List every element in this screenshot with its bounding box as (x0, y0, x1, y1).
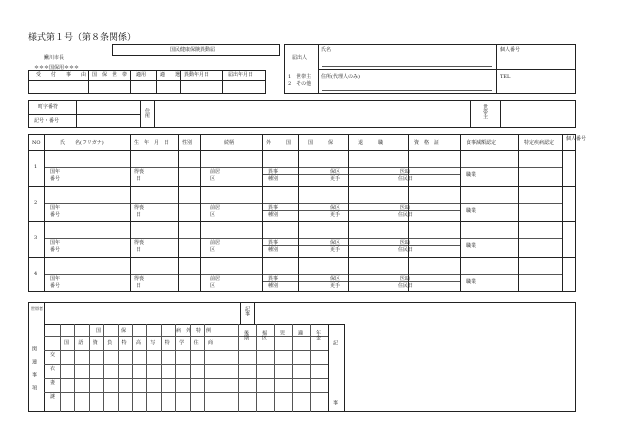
grid-col-line (132, 324, 133, 412)
grid-row-line (44, 392, 328, 393)
th-no: NO (32, 140, 41, 146)
col-a-label: 負 (107, 340, 113, 346)
grid-col-line (89, 324, 90, 412)
cell-ku: 区 (210, 211, 216, 218)
th-disease: 特定疾病認定 (524, 140, 555, 146)
town-label: 町字番符 (38, 104, 59, 110)
cell-kaite: 更手 (330, 211, 341, 218)
grid-col-line (60, 324, 61, 412)
col-change-date: 異動年月日 (184, 72, 210, 78)
col-a-label: 住 (193, 340, 199, 346)
th-foreign: 外 国 (266, 140, 292, 146)
grid-row-line (44, 364, 328, 365)
cell-iryou: 医助 (400, 204, 411, 211)
grid-col-line (204, 324, 205, 412)
row-no: 3 (34, 235, 38, 241)
tel-label: TEL (500, 74, 511, 80)
grid-col-line (274, 324, 275, 412)
col-b-label: 児 (279, 330, 285, 335)
col-select: 適 選 (160, 72, 181, 78)
cell-nenkin: 国年 (50, 204, 61, 211)
grid-row-line (44, 378, 328, 379)
cell-hi: 日 (136, 247, 142, 253)
grid-col-line (146, 324, 147, 412)
col-apply: 適用 (136, 72, 147, 78)
cell-bango: 番号 (50, 247, 61, 253)
cell-gaiji: 異事 (268, 240, 279, 246)
grid-col-line (161, 324, 162, 412)
th-relation: 続柄 (224, 140, 235, 146)
cell-hi: 日 (136, 282, 142, 289)
cell-kaite: 更手 (330, 247, 341, 253)
related-box (28, 302, 576, 412)
cell-kokku: 保区 (330, 275, 341, 282)
cell-shubetsu: 種別 (268, 211, 279, 218)
cell-kokku: 保区 (330, 204, 341, 211)
row-label: 謎 (50, 394, 56, 400)
cell-zenkyo: 前居 (210, 169, 221, 175)
cell-ku: 区 (210, 282, 216, 289)
cell-nenkin: 国年 (50, 275, 61, 282)
cell-gaiji: 異事 (268, 169, 279, 175)
th-name: 氏 名(フリガナ) (60, 140, 104, 146)
row-sub-divider (262, 281, 460, 282)
cell-tokusou: 得喪 (134, 275, 145, 282)
address-main-label: 住所 (144, 108, 150, 118)
cell-shokugyou: 職業 (466, 207, 477, 214)
col-a-label: 商 (208, 340, 214, 346)
form-subject: 国民健康保険異動届 (170, 47, 216, 53)
personal-no-label: 個人番号 (500, 47, 521, 53)
grid-col-line (118, 324, 119, 412)
col-a-label: 写 (150, 340, 156, 346)
col-a-label: 資 (92, 340, 98, 346)
col-b-label: 福区 (261, 330, 267, 340)
row-divider (28, 221, 576, 222)
cell-zenkyo: 前居 (210, 240, 221, 246)
col-a-label: 特 (164, 340, 170, 346)
row-label: 妻 (50, 380, 56, 386)
grid-row-line (44, 350, 328, 351)
col-a-label: 特 (121, 340, 127, 346)
col-report-date: 届出年月日 (228, 72, 254, 78)
th-birth: 生 年 月 日 (134, 140, 170, 146)
col-a-label: 高 (136, 340, 142, 346)
cell-shubetsu: 種別 (268, 247, 279, 253)
col-a-label: 語 (78, 340, 84, 346)
reporter-label: 届出人 (292, 55, 308, 61)
grid-col-line (190, 324, 191, 412)
row-no: 1 (34, 164, 38, 170)
col-b-label: 適 (297, 330, 303, 335)
cell-gaiji: 異事 (268, 204, 279, 211)
cell-kokku: 保区 (330, 240, 341, 246)
row-label: 衣 (50, 366, 56, 372)
th-personal-no: 個人番号 (566, 136, 587, 142)
cell-iryou: 医助 (400, 240, 411, 246)
cell-shubetsu: 種別 (268, 176, 279, 182)
row-divider (28, 257, 576, 258)
household-label: 世帯者 (31, 306, 43, 311)
group-kokuho: 国 保 (96, 328, 127, 334)
row-divider (28, 186, 576, 187)
cell-ku: 区 (210, 176, 216, 182)
name-label: 氏名 (321, 47, 332, 53)
cell-tokusou: 得喪 (134, 204, 145, 211)
row-sub-divider (262, 174, 460, 175)
cell-juminhi: 住民日 (398, 247, 414, 253)
cell-shokugyou: 職業 (466, 278, 477, 285)
cell-kaite: 更手 (330, 282, 341, 289)
related-side-label: 関連事項 (31, 346, 37, 398)
right-memo-label: 記 事 (332, 340, 338, 415)
cell-hi: 日 (136, 211, 142, 218)
cell-tokusou: 得喪 (134, 169, 145, 175)
grid-col-line (175, 324, 176, 412)
cell-shokugyou: 職業 (466, 172, 477, 178)
head-label: 世帯主 (482, 104, 488, 119)
th-certificate: 資 格 証 (414, 140, 440, 146)
grid-row-line (44, 336, 328, 337)
cell-iryou: 医助 (400, 275, 411, 282)
cell-juminhi: 住民日 (398, 211, 414, 218)
row-mid-divider (44, 274, 562, 275)
reporter-opt-1: 1 世帯主 (288, 74, 312, 80)
cell-juminhi: 住民日 (398, 282, 414, 289)
row-sub-divider (262, 245, 460, 246)
th-meal: 食事減額認定 (466, 140, 497, 146)
cell-zenkyo: 前居 (210, 275, 221, 282)
symbol-label: 記号・番号 (34, 118, 60, 124)
col-reason: 受 付 事 由 (36, 72, 87, 78)
group-special: 病 外 特 例 (176, 328, 212, 334)
grid-col-line (256, 324, 257, 412)
cell-nenkin: 国年 (50, 240, 61, 246)
cell-bango: 番号 (50, 176, 61, 182)
grid-col-line (103, 324, 104, 412)
grid-col-line (310, 324, 311, 412)
cell-iryou: 医助 (400, 169, 411, 175)
memo-label: 記事 (244, 306, 250, 316)
cell-bango: 番号 (50, 211, 61, 218)
cell-kokku: 保区 (330, 169, 341, 175)
cell-zenkyo: 前居 (210, 204, 221, 211)
reporter-opt-2: 2 その他 (288, 81, 312, 87)
row-mid-divider (44, 203, 562, 204)
cell-hi: 日 (136, 176, 142, 182)
member-table (28, 134, 576, 292)
row-mid-divider (44, 238, 562, 239)
row-no: 4 (34, 270, 38, 277)
row-no: 2 (34, 199, 38, 206)
cell-bango: 番号 (50, 282, 61, 289)
th-kokuho: 国 保 (308, 140, 334, 146)
col-a-label: 学 (179, 340, 185, 346)
cell-tokusou: 得喪 (134, 240, 145, 246)
cell-nenkin: 国年 (50, 169, 61, 175)
th-sex: 性別 (182, 140, 193, 146)
col-b-label: 年金 (315, 330, 321, 340)
grid-col-line (74, 324, 75, 412)
col-a-label: 国 (64, 340, 70, 346)
col-b-label: 後期 (243, 330, 249, 340)
cell-shubetsu: 種別 (268, 282, 279, 289)
insurer-no: ＊＊＊国保用＊＊＊ (34, 65, 80, 71)
row-label: 交 (50, 352, 56, 358)
address-label: 住所(代理人のみ) (321, 74, 360, 80)
row-mid-divider (44, 167, 562, 168)
cell-shokugyou: 職業 (466, 243, 477, 249)
recipient: 鰍川市長 (44, 55, 65, 61)
th-retire: 退 職 (358, 140, 384, 146)
grid-col-line (238, 324, 239, 412)
cell-juminhi: 住民日 (398, 176, 414, 182)
grid-col-line (292, 324, 293, 412)
cell-gaiji: 異事 (268, 275, 279, 282)
col-household: 国 保 世 帯 (92, 72, 128, 78)
form-title: 様式第１号（第８条関係） (28, 33, 137, 43)
cell-ku: 区 (210, 247, 216, 253)
row-sub-divider (262, 210, 460, 211)
cell-kaite: 更手 (330, 176, 341, 182)
